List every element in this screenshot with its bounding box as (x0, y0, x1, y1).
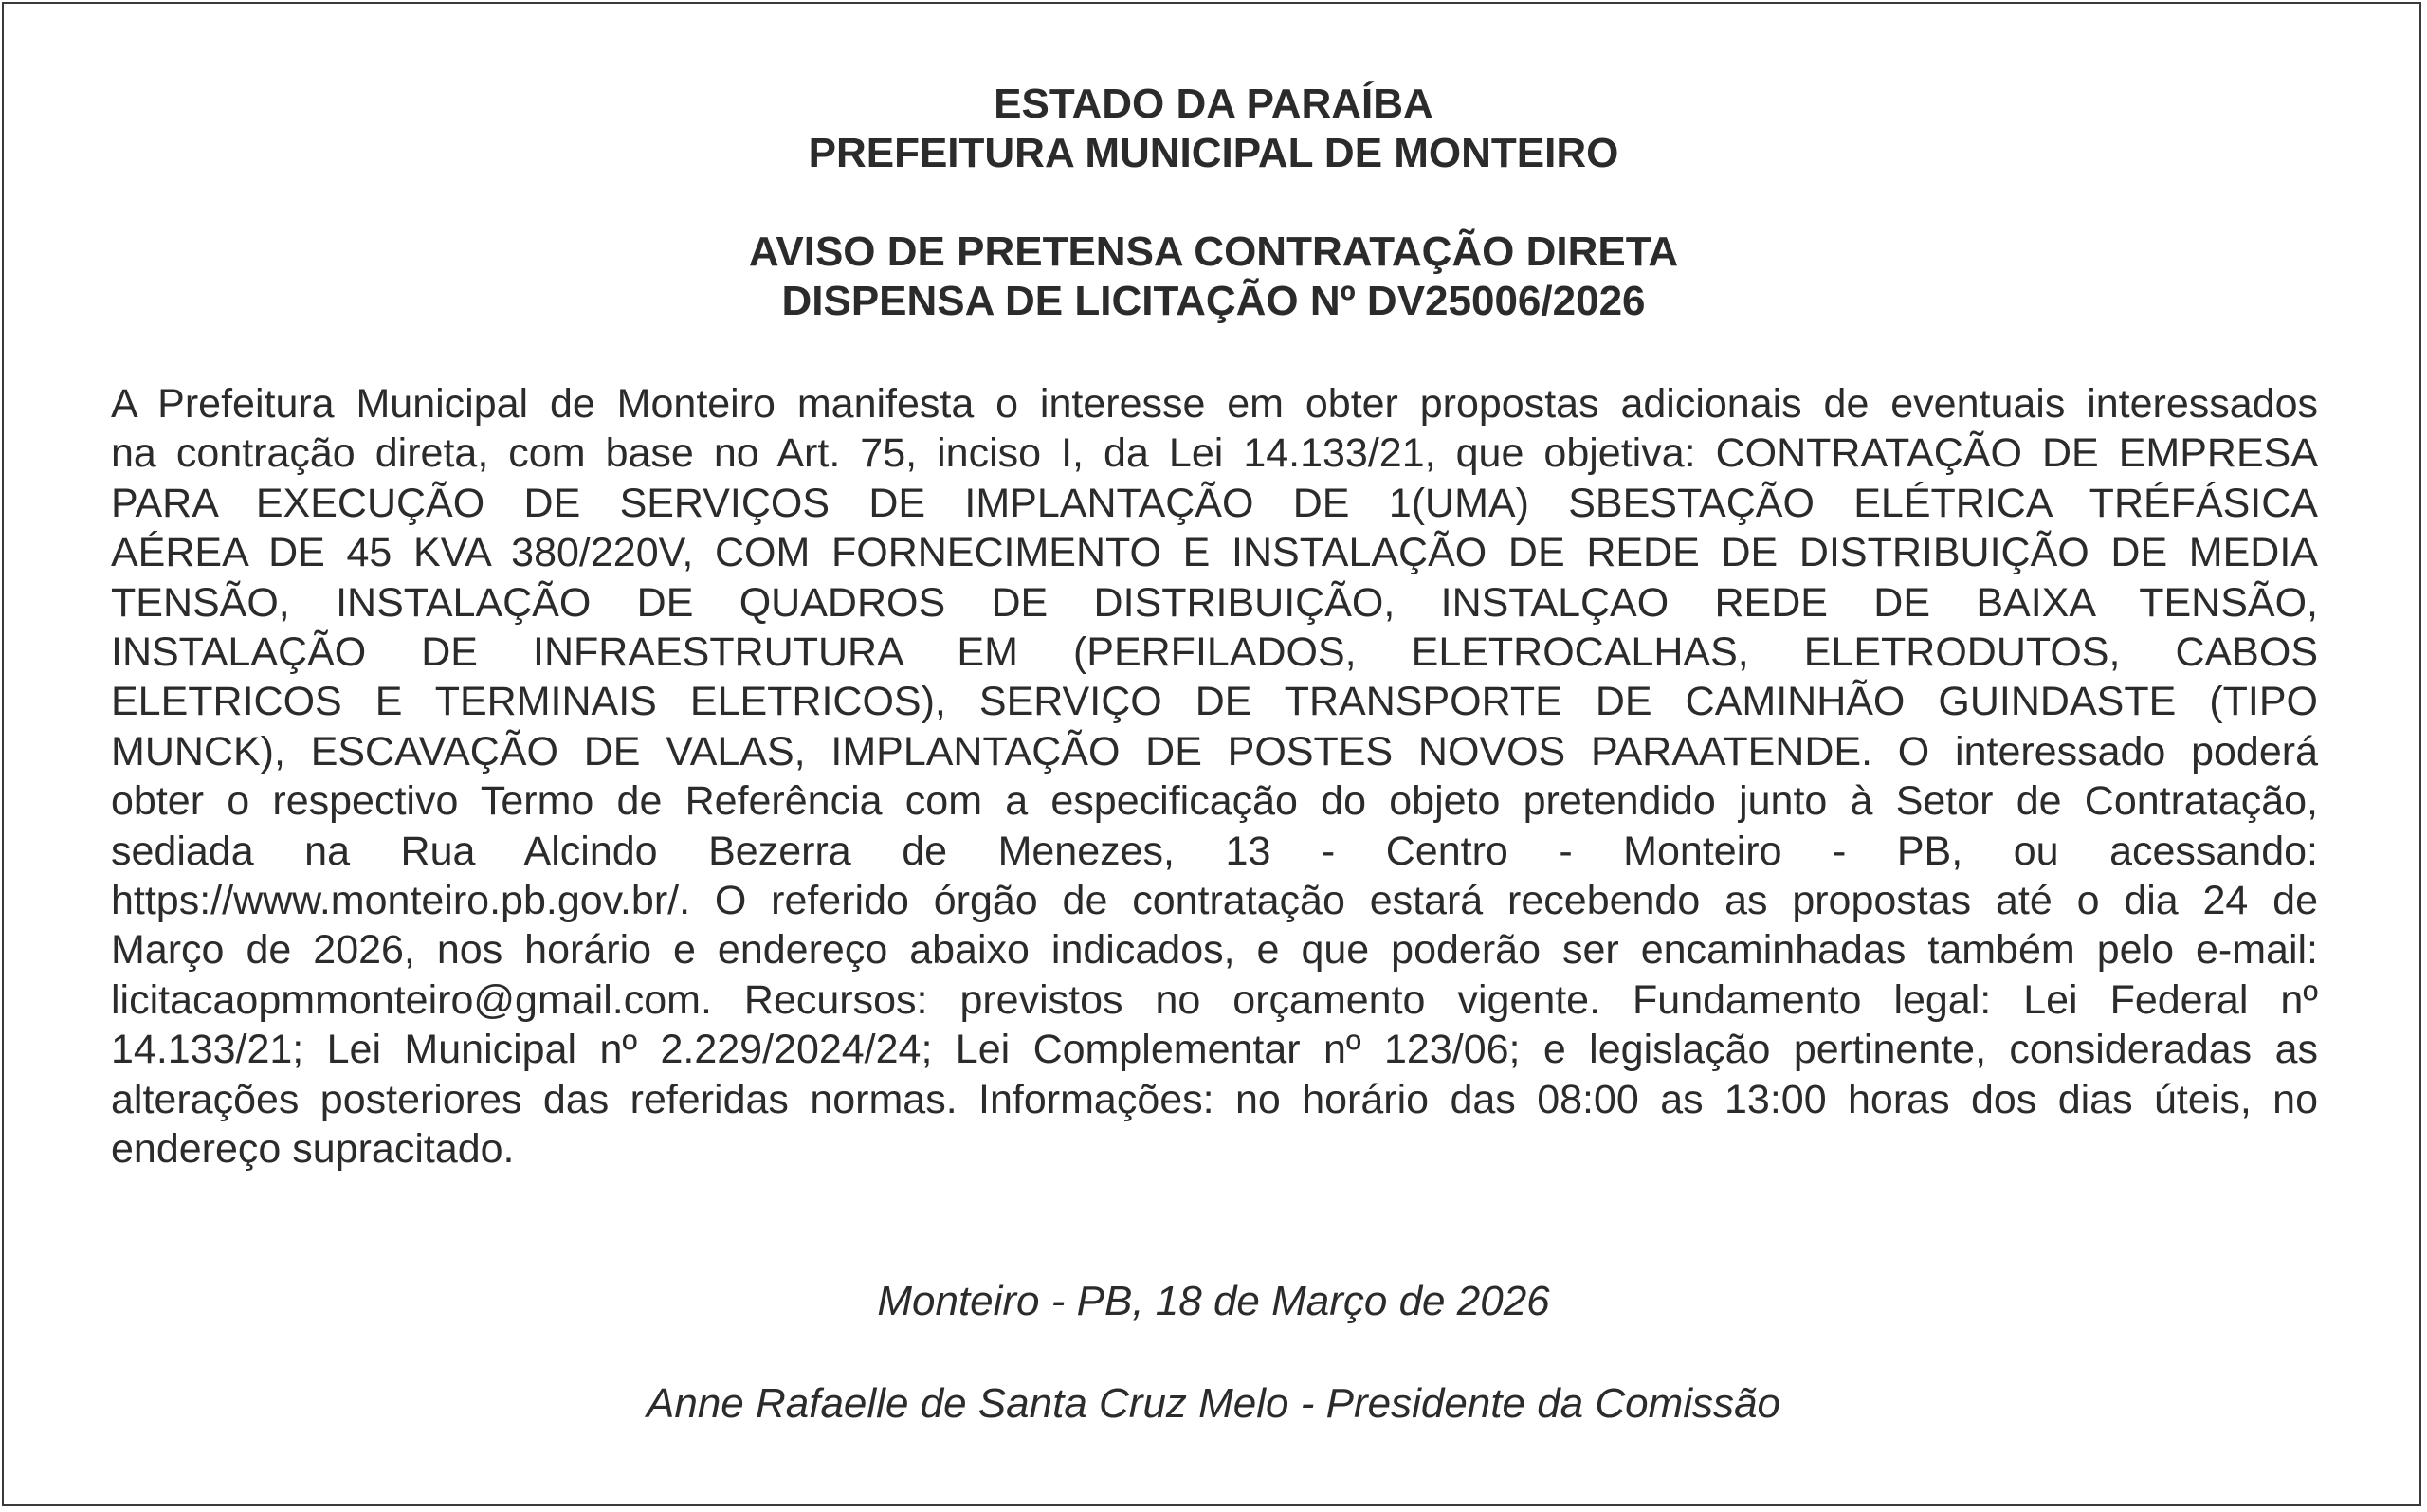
body-line: MUNCK), ESCAVAÇÃO DE VALAS, IMPLANTAÇÃO DE POSTES NOVOS PARAATENDE. O interessado poderá (111, 728, 2318, 774)
notice-number: DISPENSA DE LICITAÇÃO Nº DV25006/2026 (781, 278, 1646, 324)
state-heading: ESTADO DA PARAÍBA (994, 81, 1433, 127)
signature-line: Anne Rafaelle de Santa Cruz Melo - Presidente da Comissão (647, 1380, 1780, 1427)
body-line: https://www.monteiro.pb.gov.br/. O referido órgão de contratação estará recebendo as propostas até o dia 24 de (111, 878, 2318, 924)
body-line: na contração direta, com base no Art. 75, inciso I, da Lei 14.133/21, que objetiva: CONTRATAÇÃO DE EMPRESA (111, 430, 2318, 477)
body-line: AÉREA DE 45 KVA 380/220V, COM FORNECIMENTO E INSTALAÇÃO DE REDE DE DISTRIBUIÇÃO DE MEDIA (111, 530, 2318, 576)
body-line: sediada na Rua Alcindo Bezerra de Menezes, 13 - Centro - Monteiro - PB, ou acessando: (111, 828, 2318, 874)
body-line: ELETRICOS E TERMINAIS ELETRICOS), SERVIÇO DE TRANSPORTE DE CAMINHÃO GUINDASTE (TIPO (111, 679, 2318, 725)
body-line: alterações posteriores das referidas normas. Informações: no horário das 08:00 as 13:00 horas dos dias úteis, no (111, 1076, 2318, 1122)
body-line: PARA EXECUÇÃO DE SERVIÇOS DE IMPLANTAÇÃO DE 1(UMA) SBESTAÇÃO ELÉTRICA TRÉFÁSICA (111, 480, 2318, 526)
body-line: Março de 2026, nos horário e endereço abaixo indicados, e que poderão ser encaminhadas também pelo e-mail: (111, 927, 2318, 974)
place-and-date: Monteiro - PB, 18 de Março de 2026 (877, 1278, 1550, 1324)
body-line: A Prefeitura Municipal de Monteiro manifesta o interesse em obter propostas adicionais de eventuais interessados (111, 381, 2318, 427)
body-line: licitacaopmmonteiro@gmail.com. Recursos: previstos no orçamento vigente. Fundamento legal: Lei Federal nº (111, 976, 2318, 1023)
municipality-heading: PREFEITURA MUNICIPAL DE MONTEIRO (808, 130, 1619, 176)
notice-title: AVISO DE PRETENSA CONTRATAÇÃO DIRETA (748, 228, 1679, 275)
body-line: endereço supracitado. (111, 1126, 515, 1173)
body-line: TENSÃO, INSTALAÇÃO DE QUADROS DE DISTRIBUIÇÃO, INSTALÇAO REDE DE BAIXA TENSÃO, (111, 579, 2318, 626)
body-line: INSTALAÇÃO DE INFRAESTRUTURA EM (PERFILADOS, ELETROCALHAS, ELETRODUTOS, CABOS (111, 629, 2318, 676)
body-line: 14.133/21; Lei Municipal nº 2.229/2024/24; Lei Complementar nº 123/06; e legislação pertinente, consideradas as (111, 1027, 2318, 1073)
body-line: obter o respectivo Termo de Referência com a especificação do objeto pretendido junto à Setor de Contratação, (111, 778, 2318, 825)
notice-body (111, 379, 2318, 1175)
